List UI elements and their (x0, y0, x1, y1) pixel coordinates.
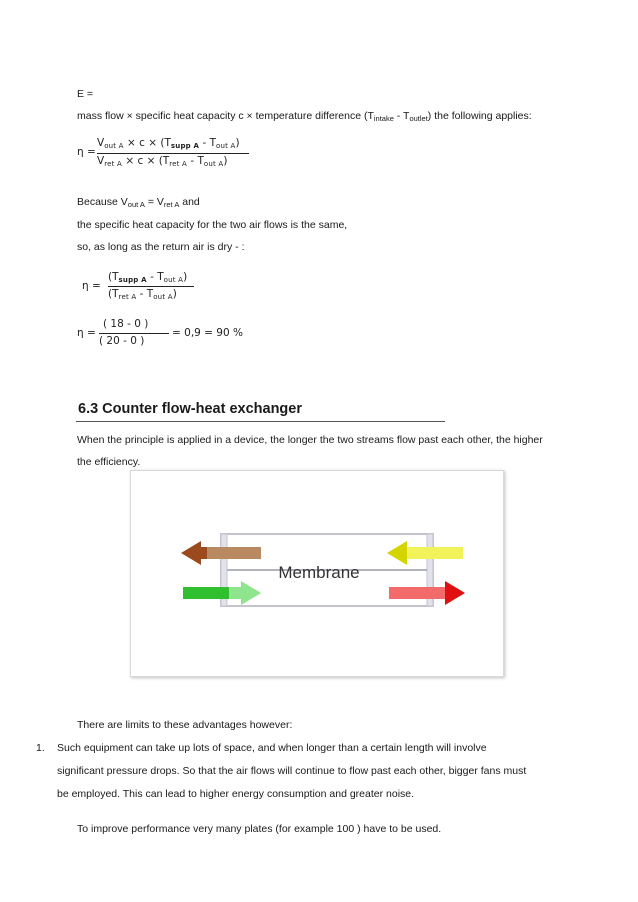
eq1-den-t1-sub: ret A (169, 160, 188, 168)
because-text-2: = V (144, 196, 164, 208)
eq2-den-open: (T (108, 288, 119, 300)
specific-heat-line: the specific heat capacity for the two air flows is the same, (77, 219, 348, 231)
green-arrow-tail-dark (183, 587, 229, 599)
eq2-den-close: ) (172, 288, 177, 300)
eq1-num-t1-sub: supp A (170, 142, 200, 150)
list-item-number: 1. (36, 742, 45, 754)
eq1-denominator (97, 155, 228, 167)
eq1-num-v-sub: out A (104, 142, 124, 150)
eq2-num-t1-sub: supp A (118, 276, 147, 284)
intro-line-1: When the principle is applied in a device, the longer the two streams flow past each other, the higher (77, 434, 543, 446)
efficiency-equation-2 (82, 271, 222, 307)
intake-subscript: intake (373, 114, 394, 123)
yellow-arrow-head (387, 541, 407, 565)
improve-line: To improve performance very many plates (for example 100 ) have to be used. (77, 823, 442, 835)
eta-symbol-2: η = (82, 280, 101, 292)
because-text-1: Because V (77, 196, 128, 208)
counterflow-figure (130, 470, 504, 677)
eq2-num-t2-sub: out A (163, 276, 184, 284)
brown-arrow-neck (201, 547, 207, 559)
return-air-line: so, as long as the return air is dry - : (77, 241, 245, 253)
eq2-denominator (108, 288, 177, 300)
eq1-den-v-sub: ret A (104, 160, 122, 168)
because-line (77, 195, 200, 210)
definition-text-after: ) the following applies: (427, 110, 532, 122)
heading-underline (76, 421, 445, 422)
eq1-num-t2-sub: out A (216, 142, 236, 150)
eq1-den-dash: - T (187, 155, 204, 167)
counterflow-diagram (131, 471, 503, 676)
eq1-fraction-bar (97, 153, 249, 154)
green-arrow-tail-light (229, 587, 241, 599)
eq2-fraction-bar (108, 286, 194, 287)
limits-intro: There are limits to these advantages however: (77, 719, 293, 731)
green-arrow-head (241, 581, 261, 605)
eq1-num-v: V (97, 137, 105, 149)
eta-symbol: η = (77, 146, 96, 158)
eq3-denominator: ( 20 - 0 ) (99, 335, 145, 347)
eq2-numerator (108, 271, 187, 283)
eq3-fraction-bar (99, 333, 169, 334)
eq1-num-close: ) (235, 137, 240, 149)
eq2-den-dash: - T (136, 288, 154, 300)
eq3-numerator: ( 18 - 0 ) (103, 318, 149, 330)
membrane-label: Membrane (278, 563, 360, 582)
eq2-num-dash: - T (146, 271, 164, 283)
red-arrow-tail (389, 587, 445, 599)
because-text-3: and (179, 196, 200, 208)
efficiency-equation-3 (77, 318, 257, 354)
definition-line (77, 109, 532, 124)
brown-arrow-head (181, 541, 201, 565)
eq1-num-dash: - T (199, 137, 217, 149)
efficiency-equation-1 (77, 137, 277, 177)
eq1-numerator (97, 137, 240, 149)
outlet-subscript: outlet (409, 114, 428, 123)
section-heading: 6.3 Counter flow-heat exchanger (78, 401, 302, 417)
eq2-den-t2-sub: out A (153, 293, 173, 301)
brown-arrow-tail (201, 547, 261, 559)
eq1-num-mid: × c × (T (123, 137, 171, 149)
because-sub-1: out A (127, 200, 145, 209)
list-item-1-line-1: Such equipment can take up lots of space, and when longer than a certain length will involve (57, 742, 487, 754)
eq1-den-mid: × c × (T (121, 155, 170, 167)
eq1-den-v: V (97, 155, 105, 167)
eq3-result: = 0,9 = 90 % (172, 327, 243, 339)
eq1-den-close: ) (223, 155, 228, 167)
definition-text-before: mass flow × specific heat capacity c × temperature difference (T (77, 110, 374, 122)
eq1-den-t2-sub: out A (203, 160, 224, 168)
list-item-1-line-3: be employed. This can lead to higher energy consumption and greater noise. (57, 788, 415, 800)
eq2-den-t1-sub: ret A (118, 293, 137, 301)
list-item-1-line-2: significant pressure drops. So that the air flows will continue to flow past each other, bigger fans must (57, 765, 527, 777)
red-arrow-head (445, 581, 465, 605)
yellow-arrow-tail (407, 547, 463, 559)
definition-dash: - T (393, 110, 410, 122)
eq2-num-open: (T (108, 271, 119, 283)
eq2-num-close: ) (183, 271, 188, 283)
intro-line-2: the efficiency. (77, 456, 141, 468)
eta-symbol-3: η = (77, 327, 96, 339)
formula-e-label: E = (77, 88, 94, 100)
because-sub-2: ret A (163, 200, 180, 209)
